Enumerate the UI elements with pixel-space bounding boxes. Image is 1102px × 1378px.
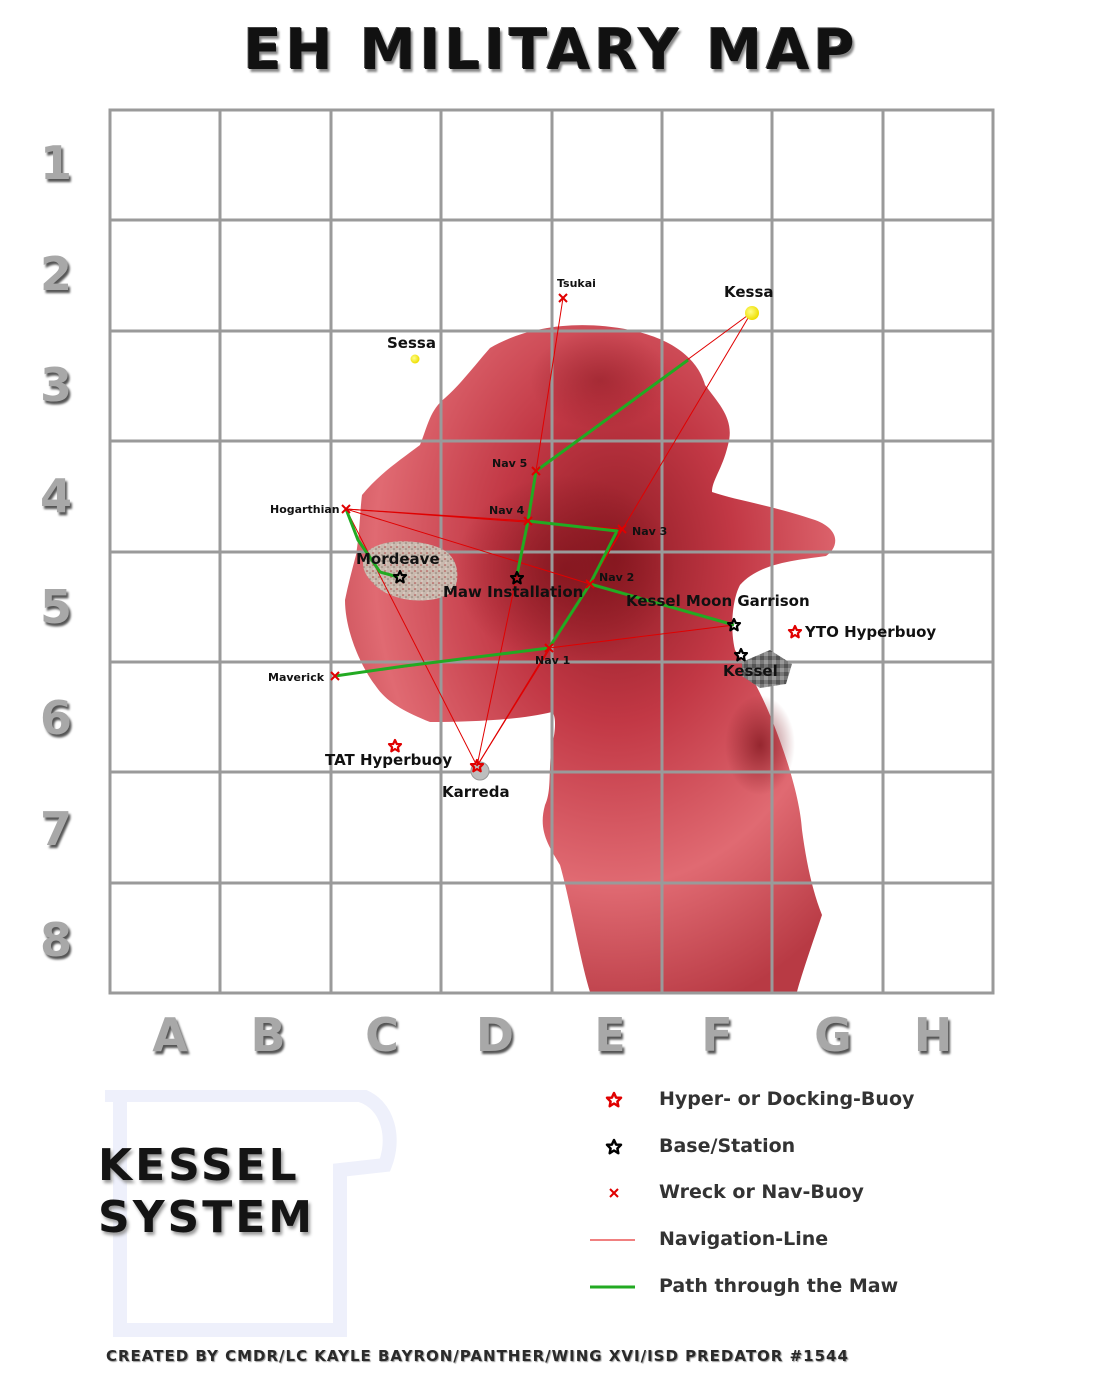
maverick-label: Maverick [268, 671, 325, 684]
legend-label-maw-path: Path through the Maw [659, 1275, 899, 1297]
column-label-c: C [365, 1008, 399, 1062]
tat-hyperbuoy-icon [389, 740, 401, 751]
nav4-label: Nav 4 [489, 504, 525, 517]
wreck-icon [580, 1178, 650, 1208]
navigation-line-icon [580, 1225, 650, 1255]
legend-item-maw-path [580, 1272, 1000, 1302]
column-label-d: D [475, 1008, 515, 1062]
legend-label-navigation-line: Navigation-Line [659, 1228, 829, 1250]
nav3-label: Nav 3 [632, 525, 668, 538]
maw-shadow-south [725, 695, 795, 795]
system-title [98, 1140, 398, 1244]
mordeave-label: Mordeave [356, 550, 440, 568]
row-label-7: 7 [39, 802, 72, 856]
base-station-icon [580, 1132, 650, 1162]
sessa-label: Sessa [387, 334, 436, 352]
system-title-line1: KESSEL [98, 1140, 300, 1191]
sessa-star [411, 355, 420, 364]
tat-hyperbuoy-label: TAT Hyperbuoy [325, 751, 453, 769]
legend-item-hyperbuoy [580, 1085, 1000, 1115]
yto-hyperbuoy-icon [789, 626, 801, 637]
kessa-label: Kessa [724, 283, 774, 301]
column-label-b: B [250, 1008, 286, 1062]
system-title-line2: SYSTEM [98, 1192, 316, 1243]
row-label-4: 4 [39, 469, 72, 523]
column-label-a: A [152, 1008, 188, 1062]
row-label-6: 6 [39, 691, 72, 745]
maw-path-icon [580, 1272, 650, 1302]
legend-label-base: Base/Station [659, 1135, 796, 1157]
row-label-3: 3 [39, 358, 72, 412]
row-label-8: 8 [39, 913, 72, 967]
hyperbuoy-icon [580, 1085, 650, 1115]
legend-item-wreck [580, 1178, 1000, 1208]
column-label-f: F [701, 1008, 733, 1062]
legend-item-base [580, 1132, 1000, 1162]
nav2-label: Nav 2 [599, 571, 635, 584]
legend-item-navigation-line [580, 1225, 1000, 1255]
credit-line: CREATED BY CMDR/LC KAYLE BAYRON/PANTHER/WING XVI/ISD PREDATOR #1544 [106, 1347, 849, 1365]
row-label-5: 5 [39, 580, 72, 634]
grid [110, 110, 993, 993]
kessel-label: Kessel [723, 662, 778, 680]
nav5-label: Nav 5 [492, 457, 528, 470]
column-label-e: E [594, 1008, 626, 1062]
column-label-g: G [814, 1008, 852, 1062]
kessel-base-icon [735, 649, 747, 660]
column-label-h: H [913, 1008, 953, 1062]
yto-hyperbuoy-label: YTO Hyperbuoy [805, 623, 937, 641]
nav1-label: Nav 1 [535, 654, 571, 667]
legend-label-hyperbuoy: Hyper- or Docking-Buoy [659, 1088, 915, 1110]
map-title: EH MILITARY MAP [243, 18, 859, 83]
kessel-moon-garrison-label: Kessel Moon Garrison [626, 592, 810, 610]
row-label-2: 2 [39, 247, 72, 301]
hogarthian-label: Hogarthian [270, 503, 340, 516]
kessa-star [745, 306, 759, 320]
maw-installation-label: Maw Installation [443, 583, 584, 601]
legend-label-wreck: Wreck or Nav-Buoy [659, 1181, 864, 1203]
karreda-label: Karreda [442, 783, 510, 801]
row-label-1: 1 [39, 136, 72, 190]
tsukai-label: Tsukai [557, 277, 596, 290]
